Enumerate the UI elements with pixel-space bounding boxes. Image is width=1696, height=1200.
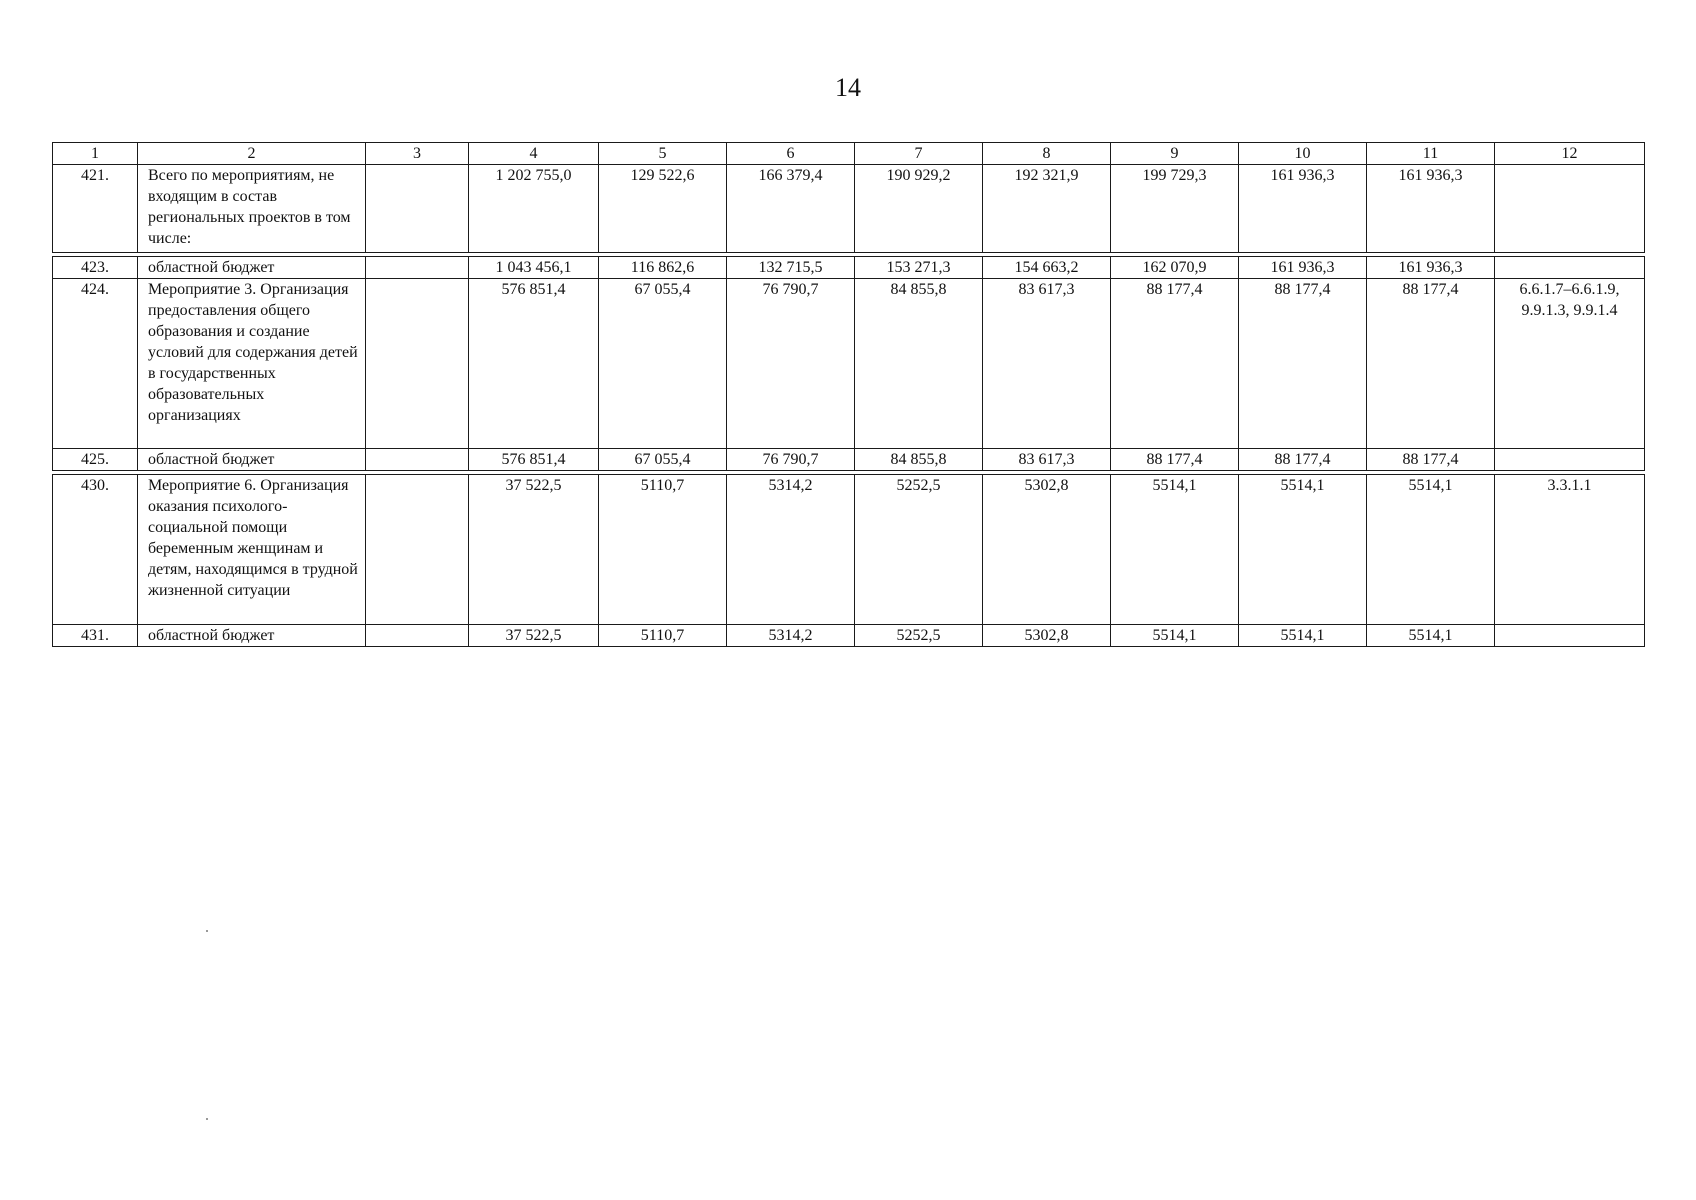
value-cell: 76 790,7	[727, 279, 855, 449]
target-indicator-cell	[1495, 165, 1645, 253]
value-cell: 37 522,5	[469, 625, 599, 647]
budget-table-part-2	[52, 256, 1645, 471]
value-cell: 83 617,3	[983, 449, 1111, 471]
target-indicator-cell	[1495, 625, 1645, 647]
value-cell: 129 522,6	[599, 165, 727, 253]
value-cell: 84 855,8	[855, 449, 983, 471]
value-cell: 37 522,5	[469, 475, 599, 625]
column-header: 2	[138, 143, 366, 165]
value-cell: 67 055,4	[599, 279, 727, 449]
row-description: Мероприятие 3. Организация предоставления общего образования и создание условий для содержания детей в государственных образовательных организациях	[138, 279, 366, 449]
value-cell: 5110,7	[599, 475, 727, 625]
value-cell: 576 851,4	[469, 279, 599, 449]
value-cell: 88 177,4	[1111, 279, 1239, 449]
row-number: 431.	[53, 625, 138, 647]
value-cell: 67 055,4	[599, 449, 727, 471]
scan-speck	[206, 930, 208, 932]
value-cell: 1 202 755,0	[469, 165, 599, 253]
budget-table-part-3	[52, 474, 1645, 647]
value-cell: 5314,2	[727, 475, 855, 625]
row-cell-3	[366, 625, 469, 647]
row-description: областной бюджет	[138, 257, 366, 279]
value-cell: 5514,1	[1239, 475, 1367, 625]
value-cell: 88 177,4	[1111, 449, 1239, 471]
value-cell: 5514,1	[1367, 475, 1495, 625]
value-cell: 88 177,4	[1239, 279, 1367, 449]
value-cell: 5514,1	[1367, 625, 1495, 647]
value-cell: 5302,8	[983, 625, 1111, 647]
row-description: Всего по мероприятиям, не входящим в состав региональных проектов в том числе:	[138, 165, 366, 253]
column-header: 10	[1239, 143, 1367, 165]
value-cell: 88 177,4	[1239, 449, 1367, 471]
value-cell: 190 929,2	[855, 165, 983, 253]
row-cell-3	[366, 475, 469, 625]
value-cell: 5514,1	[1239, 625, 1367, 647]
row-number: 425.	[53, 449, 138, 471]
value-cell: 5314,2	[727, 625, 855, 647]
column-header: 5	[599, 143, 727, 165]
table-row	[53, 475, 1645, 625]
value-cell: 199 729,3	[1111, 165, 1239, 253]
column-header: 9	[1111, 143, 1239, 165]
target-indicator-cell: 6.6.1.7–6.6.1.9, 9.9.1.3, 9.9.1.4	[1495, 279, 1645, 449]
row-number: 423.	[53, 257, 138, 279]
table-block-total	[52, 142, 1644, 253]
value-cell: 192 321,9	[983, 165, 1111, 253]
value-cell: 161 936,3	[1367, 165, 1495, 253]
column-header: 12	[1495, 143, 1645, 165]
row-description: Мероприятие 6. Организация оказания психолого-социальной помощи беременным женщинам и детям, находящимся в трудной жизненной ситуации	[138, 475, 366, 625]
page-number: 14	[835, 73, 861, 102]
column-header: 7	[855, 143, 983, 165]
value-cell: 88 177,4	[1367, 279, 1495, 449]
table-row	[53, 625, 1645, 647]
value-cell: 1 043 456,1	[469, 257, 599, 279]
row-cell-3	[366, 449, 469, 471]
table-row	[53, 165, 1645, 253]
value-cell: 83 617,3	[983, 279, 1111, 449]
table-block-measure-3	[52, 256, 1644, 471]
value-cell: 154 663,2	[983, 257, 1111, 279]
value-cell: 166 379,4	[727, 165, 855, 253]
table-row	[53, 279, 1645, 449]
value-cell: 132 715,5	[727, 257, 855, 279]
column-header: 1	[53, 143, 138, 165]
value-cell: 162 070,9	[1111, 257, 1239, 279]
value-cell: 576 851,4	[469, 449, 599, 471]
row-cell-3	[366, 165, 469, 253]
value-cell: 161 936,3	[1239, 257, 1367, 279]
target-indicator-cell	[1495, 449, 1645, 471]
table-row	[53, 449, 1645, 471]
value-cell: 153 271,3	[855, 257, 983, 279]
budget-table-part-1	[52, 142, 1645, 253]
value-cell: 88 177,4	[1367, 449, 1495, 471]
value-cell: 161 936,3	[1239, 165, 1367, 253]
row-description: областной бюджет	[138, 449, 366, 471]
table-row	[53, 257, 1645, 279]
row-number: 421.	[53, 165, 138, 253]
value-cell: 5110,7	[599, 625, 727, 647]
target-indicator-cell	[1495, 257, 1645, 279]
column-header: 3	[366, 143, 469, 165]
scan-speck	[206, 1118, 208, 1120]
value-cell: 116 862,6	[599, 257, 727, 279]
table-block-measure-6	[52, 474, 1644, 647]
column-header: 4	[469, 143, 599, 165]
value-cell: 161 936,3	[1367, 257, 1495, 279]
value-cell: 5514,1	[1111, 475, 1239, 625]
column-number-header-row	[53, 143, 1645, 165]
value-cell: 5252,5	[855, 475, 983, 625]
row-description: областной бюджет	[138, 625, 366, 647]
column-header: 6	[727, 143, 855, 165]
row-number: 424.	[53, 279, 138, 449]
column-header: 11	[1367, 143, 1495, 165]
value-cell: 5514,1	[1111, 625, 1239, 647]
value-cell: 5302,8	[983, 475, 1111, 625]
value-cell: 5252,5	[855, 625, 983, 647]
row-cell-3	[366, 279, 469, 449]
value-cell: 76 790,7	[727, 449, 855, 471]
value-cell: 84 855,8	[855, 279, 983, 449]
target-indicator-cell: 3.3.1.1	[1495, 475, 1645, 625]
column-header: 8	[983, 143, 1111, 165]
row-cell-3	[366, 257, 469, 279]
row-number: 430.	[53, 475, 138, 625]
